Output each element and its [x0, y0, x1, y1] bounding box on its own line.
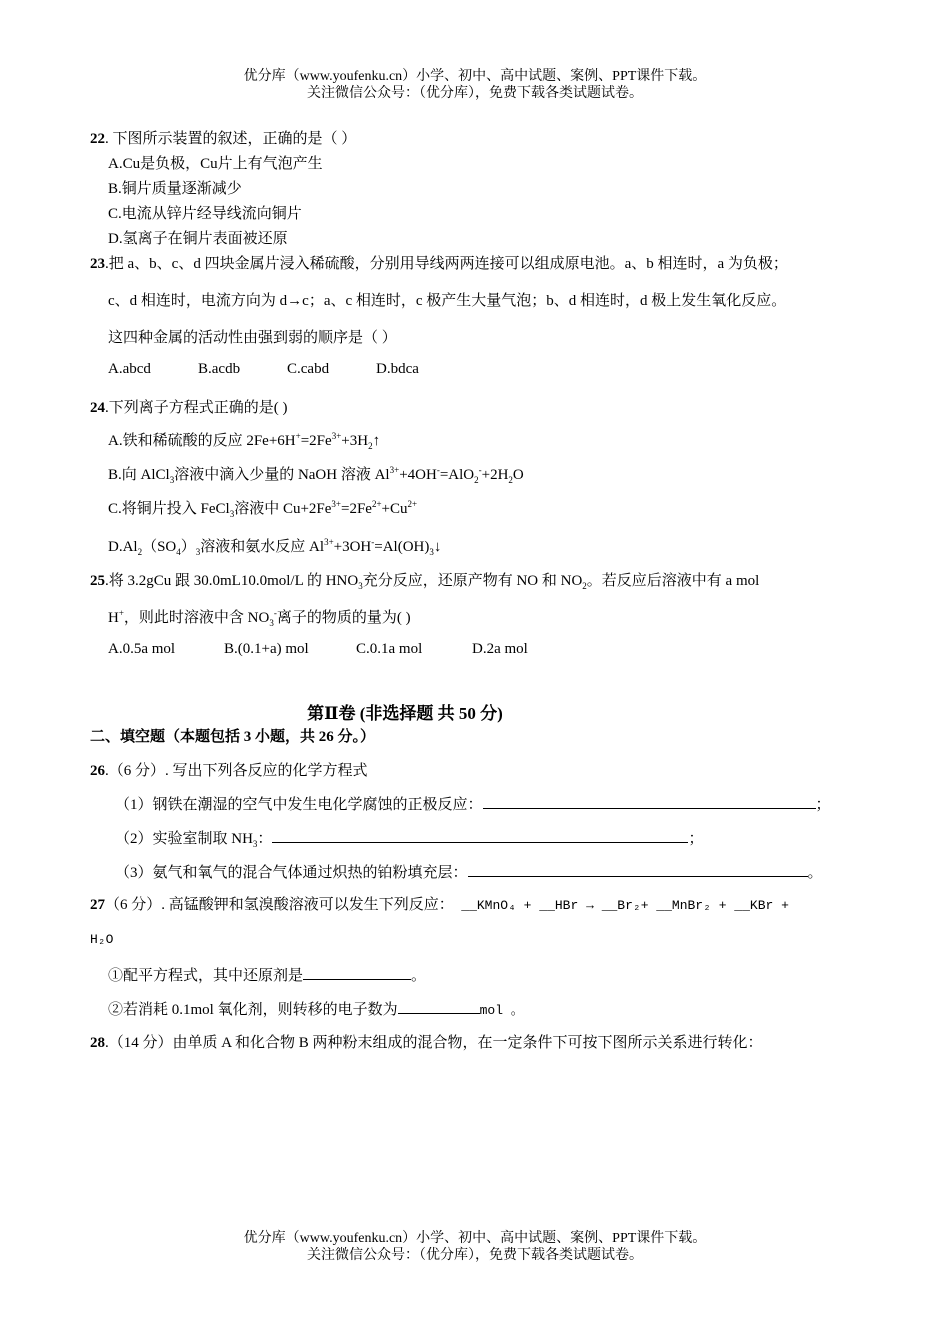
sup: - [478, 465, 482, 475]
equation: __KMnO₄ + __HBr → __Br₂+ __MnBr₂ + __KBr + [461, 898, 789, 913]
q25-option-a: A.0.5a mol [108, 641, 176, 657]
question-number: 26 [90, 763, 105, 779]
question-26-stem [90, 759, 368, 780]
q25-option-d: D.2a mol [472, 641, 528, 657]
text: ②若消耗 0.1mol 氧化剂，则转移的电子数为 [108, 1002, 398, 1018]
question-number: 23 [90, 256, 105, 272]
question-24-stem [90, 396, 288, 417]
q23-option-d: D.bdca [376, 361, 419, 377]
sub: 2 [137, 547, 143, 557]
sub: 2 [474, 475, 479, 485]
text: +Cu [381, 501, 408, 517]
text: ： [257, 831, 273, 847]
question-25-line2 [108, 606, 411, 627]
q23-options [108, 361, 419, 378]
text: （3）氨气和氧气的混合气体通过炽热的铂粉填充层： [115, 865, 468, 881]
sup: 2+ [371, 499, 382, 509]
question-number: 22 [90, 131, 105, 147]
text: （SO [142, 539, 177, 555]
sup: + [295, 431, 301, 441]
sup: - [371, 537, 375, 547]
answer-blank[interactable] [483, 794, 816, 809]
q22-option-b: B.铜片质量逐渐减少 [108, 181, 242, 197]
text: 溶液中滴入少量的 NaOH 溶液 Al [174, 467, 390, 483]
sup: 3+ [389, 465, 400, 475]
text: =2Fe [340, 501, 372, 517]
sub: 2 [508, 475, 513, 485]
q26-part-3 [115, 861, 823, 882]
q27-part-1 [108, 964, 426, 985]
text: A.铁和稀硫酸的反应 2Fe+6H [108, 433, 296, 449]
question-23-line3: 这四种金属的活动性由强到弱的顺序是（ ） [108, 330, 397, 346]
question-text: .下列离子方程式正确的是( ) [105, 400, 288, 416]
q23-option-c: C.cabd [287, 361, 330, 377]
q26-part-1 [115, 793, 831, 814]
question-text: .把 a、b、c、d 四块金属片浸入稀硫酸，分别用导线两两连接可以组成原电池。a、b 相连时，a 为负极； [105, 256, 788, 272]
text: 。 [807, 865, 823, 881]
page-footer-line1: 优分库（www.youfenku.cn）小学、初中、高中试题、案例、PPT课件下载。 [243, 1231, 707, 1246]
question-23-line2: c、d 相连时，电流方向为 d→c；a、c 相连时，c 极产生大量气泡；b、d 相连时，d 极上发生氧化反应。 [108, 293, 787, 309]
q25-option-b: B.(0.1+a) mol [224, 641, 309, 657]
question-23-line1 [90, 252, 788, 273]
answer-blank[interactable] [272, 828, 688, 843]
text: +2H [481, 467, 509, 483]
q24-option-c [108, 497, 417, 518]
question-27-equation-end: H₂O [90, 932, 114, 947]
text: D.Al [108, 539, 138, 555]
q25-options [108, 641, 528, 658]
q23-option-a: A.abcd [108, 361, 151, 377]
q22-option-d: D.氢离子在铜片表面被还原 [108, 231, 288, 247]
arrow-up-symbol: ↑ [372, 433, 381, 449]
text: +4OH [399, 467, 437, 483]
question-28-stem [90, 1031, 763, 1052]
sub: 3 [358, 581, 363, 591]
text: ） [180, 539, 196, 555]
sub: 3 [229, 509, 235, 519]
q22-option-a: A.Cu是负极，Cu片上有气泡产生 [108, 156, 323, 172]
sup: 2+ [407, 499, 418, 509]
question-text: .（14 分）由单质 A 和化合物 B 两种粉末组成的混合物，在一定条件下可按下图所示关系进行转化： [105, 1035, 763, 1051]
text: mol 。 [479, 1003, 524, 1018]
sub: 3 [169, 475, 175, 485]
sup: 3+ [331, 499, 341, 509]
sup: - [273, 608, 277, 618]
sub: 3 [252, 839, 258, 849]
question-text: .（6 分）. 写出下列各反应的化学方程式 [105, 763, 368, 779]
question-number: 24 [90, 400, 105, 416]
question-number: 27 [90, 897, 105, 913]
text: ①配平方程式，其中还原剂是 [108, 968, 304, 984]
sub: 3 [195, 547, 201, 557]
text: 。若反应后溶液中有 a mol [586, 573, 760, 589]
question-number: 28 [90, 1035, 105, 1051]
sup: + [118, 608, 124, 618]
page-header-line1: 优分库（www.youfenku.cn）小学、初中、高中试题、案例、PPT课件下载。 [243, 69, 707, 84]
page-footer-line2: 关注微信公众号：（优分库），免费下载各类试题试卷。 [307, 1248, 643, 1263]
text: ； [688, 831, 704, 847]
text: 离子的物质的量为( ) [276, 610, 411, 626]
question-text: . 下图所示装置的叙述，正确的是（ ） [105, 131, 357, 147]
page-header-line2: 关注微信公众号：（优分库），免费下载各类试题试卷。 [307, 86, 643, 101]
text: B.向 AlCl [108, 467, 170, 483]
q22-option-c: C.电流从锌片经导线流向铜片 [108, 206, 302, 222]
q24-option-a [108, 429, 380, 450]
section-heading: 二、填空题（本题包括 3 小题，共 26 分。） [90, 729, 376, 745]
sup: 3+ [324, 537, 334, 547]
text: H [108, 610, 119, 626]
text: =AlO [439, 467, 475, 483]
question-25-line1 [90, 569, 759, 590]
text: O [512, 467, 524, 483]
question-27-stem [90, 893, 789, 914]
text: +3H [341, 433, 369, 449]
sub: 3 [429, 547, 434, 557]
text: （1）钢铁在潮湿的空气中发生电化学腐蚀的正极反应： [115, 797, 483, 813]
q23-option-b: B.acdb [198, 361, 241, 377]
answer-blank[interactable] [468, 862, 808, 877]
q26-part-2 [115, 827, 703, 848]
text: （2）实验室制取 NH [115, 831, 253, 847]
text: =Al(OH) [374, 539, 430, 555]
answer-blank[interactable] [398, 999, 480, 1014]
answer-blank[interactable] [303, 965, 411, 980]
text: =2Fe [300, 433, 332, 449]
text: 。 [411, 968, 427, 984]
question-number: 25 [90, 573, 105, 589]
text: ； [815, 797, 831, 813]
arrow-down-symbol: ↓ [433, 539, 442, 555]
q25-option-c: C.0.1a mol [356, 641, 423, 657]
text: ，则此时溶液中含 NO [123, 610, 270, 626]
question-22-stem [90, 127, 356, 148]
sub: 2 [368, 441, 373, 451]
sub: 2 [582, 581, 587, 591]
q24-option-d [108, 535, 441, 556]
sub: 3 [269, 618, 274, 628]
q24-option-b [108, 463, 524, 484]
sup: 3+ [331, 431, 342, 441]
question-text: （6 分）. 高锰酸钾和氢溴酸溶液可以发生下列反应： [105, 897, 454, 913]
sup: - [436, 465, 440, 475]
text: 充分反应，还原产物有 NO 和 NO [362, 573, 583, 589]
q27-part-2 [108, 998, 524, 1019]
text: 溶液中 Cu+2Fe [234, 501, 332, 517]
text: .将 3.2gCu 跟 30.0mL10.0mol/L 的 HNO [105, 573, 359, 589]
text: C.将铜片投入 FeCl [108, 501, 230, 517]
text: +3OH [333, 539, 372, 555]
section-title: 第Ⅱ卷 (非选择题 共 50 分) [307, 704, 503, 723]
text: 溶液和氨水反应 Al [200, 539, 325, 555]
sub: 4 [176, 547, 181, 557]
